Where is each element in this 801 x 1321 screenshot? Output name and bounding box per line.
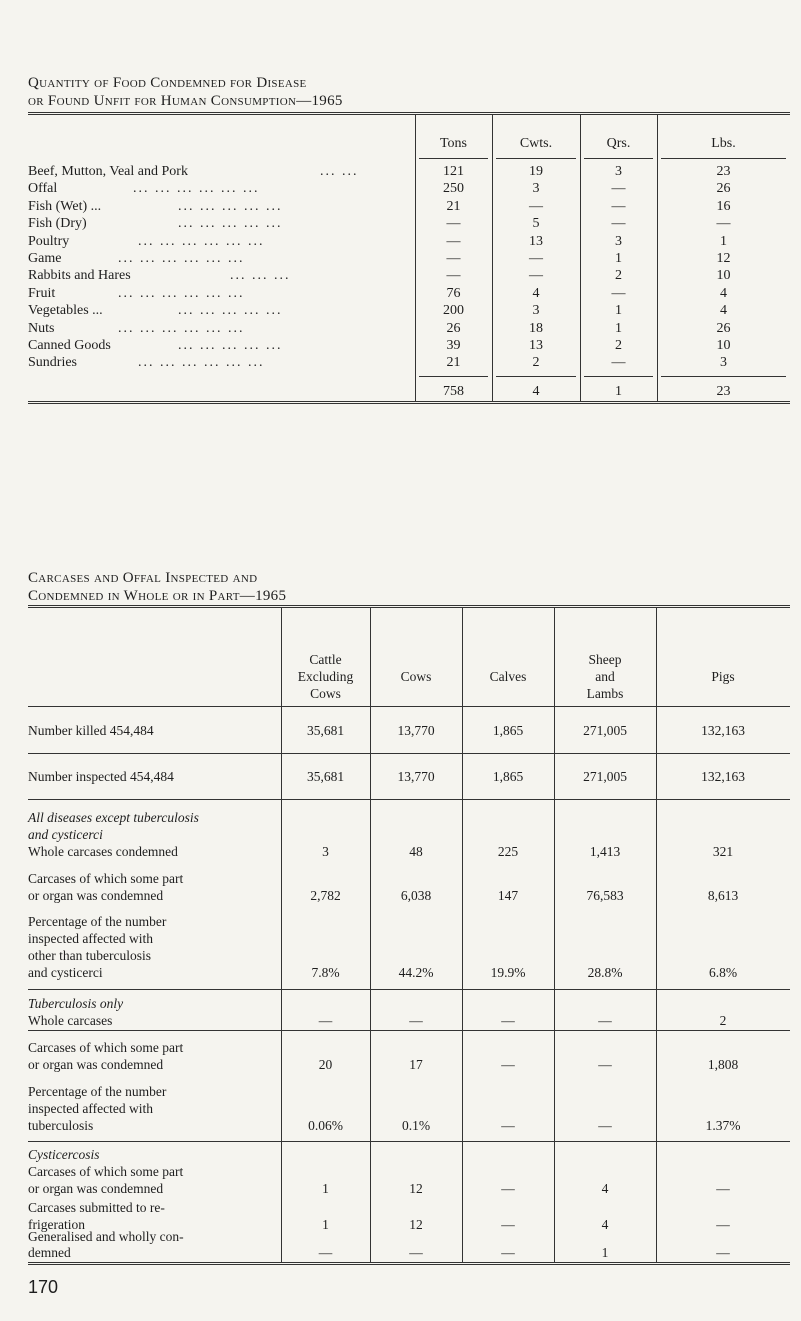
t1-row-leader: ... ... ... ... ... ... — [133, 181, 260, 197]
t2-section-rule — [28, 1030, 790, 1031]
t1-cell-value: 13 — [529, 338, 543, 353]
t2-cell-value: — — [409, 1245, 423, 1260]
t2-section-rule — [28, 1141, 790, 1142]
t1-cell-value: 21 — [446, 198, 461, 214]
t2-cell-value: 132,163 — [701, 723, 745, 738]
t2-cell-value: 1,808 — [707, 1057, 739, 1072]
t1-cell-value: 2 — [615, 268, 622, 284]
t2-col-header: Cattle — [309, 652, 342, 667]
t2-cell-value: — — [318, 1013, 333, 1028]
t1-col-header: Cwts. — [519, 136, 553, 151]
t2-row-label: Percentage of the number — [28, 914, 167, 929]
t1-cell-value: 10 — [716, 268, 731, 284]
t2-header-rule — [28, 706, 790, 707]
t2-cell-value: 35,681 — [306, 769, 345, 784]
table2-top-rule — [28, 605, 790, 608]
t2-col-header: Lambs — [586, 686, 624, 701]
t2-cell-value: 271,005 — [583, 723, 627, 738]
t1-row-leader: ... ... ... ... ... — [178, 198, 283, 214]
t1-total-rule — [584, 376, 653, 377]
t2-section-heading: All diseases except tuberculosis — [28, 810, 199, 825]
t1-cell-value: — — [611, 198, 626, 214]
t2-cell-value: 147 — [497, 888, 519, 903]
t2-cell-value: — — [501, 1217, 515, 1232]
t1-cell-value: 76 — [446, 285, 461, 301]
t1-total-rule — [419, 376, 488, 377]
t2-cell-value: 6.8% — [708, 965, 738, 980]
t1-row-label: Rabbits and Hares — [28, 268, 131, 284]
t2-cell-value: 12 — [409, 1181, 423, 1196]
t2-cell-value: 0.1% — [401, 1118, 431, 1133]
t2-section-heading: Tuberculosis only — [28, 996, 124, 1011]
t2-row-label: and cysticerci — [28, 965, 103, 980]
t1-header-underline — [419, 158, 488, 159]
t2-cell-value: 0.06% — [308, 1118, 343, 1133]
t2-row-rule — [28, 753, 790, 754]
table2-title-line2: Condemned in Whole or in Part—1965 — [28, 588, 287, 604]
t1-total-value: 4 — [532, 384, 540, 399]
t1-row-leader: ... ... ... ... ... ... — [138, 355, 265, 371]
t1-cell-value: 4 — [532, 285, 540, 301]
t1-header-underline — [584, 158, 653, 159]
t1-cell-value: 1 — [615, 303, 622, 319]
t2-section-rule — [28, 989, 790, 990]
t1-row-leader: ... ... ... ... ... — [178, 216, 283, 232]
t2-cell-value: — — [716, 1217, 730, 1232]
t2-cell-value: — — [409, 1013, 423, 1028]
t1-cell-value: 26 — [716, 181, 731, 197]
t1-cell-value: 18 — [529, 320, 543, 336]
t1-cell-value: 3 — [615, 233, 622, 249]
t1-cell-value: — — [529, 268, 543, 284]
t1-cell-value: 1 — [615, 320, 622, 336]
t2-cell-value: 4 — [601, 1217, 609, 1232]
t1-row-label: Game — [28, 251, 62, 266]
t2-col-header: Sheep — [588, 652, 622, 667]
t1-cell-value: 12 — [716, 251, 731, 266]
t1-header-underline — [661, 158, 786, 159]
t2-row-label: tuberculosis — [28, 1118, 94, 1133]
t1-total-rule — [496, 376, 576, 377]
t2-cell-value: 12 — [409, 1217, 423, 1232]
t1-total-value: 1 — [615, 384, 622, 399]
t1-cell-value: 23 — [716, 164, 731, 179]
table2-bottom-rule — [28, 1262, 790, 1265]
t1-cell-value: 39 — [446, 338, 461, 353]
t1-cell-value: 4 — [720, 303, 727, 319]
t2-cell-value: 8,613 — [707, 888, 739, 903]
t1-row-leader: ... ... ... ... ... ... — [138, 233, 265, 249]
t2-row-label: inspected affected with — [28, 1101, 153, 1116]
t1-row-label: Offal — [28, 181, 58, 197]
t2-row-label: inspected affected with — [28, 931, 153, 946]
table2-title-line1: Carcases and Offal Inspected and — [28, 570, 258, 586]
t2-cell-value: 13,770 — [397, 723, 435, 738]
table1-top-rule — [28, 112, 790, 115]
t2-cell-value: — — [501, 1013, 515, 1028]
t2-cell-value: 76,583 — [586, 888, 624, 903]
t1-cell-value: — — [446, 251, 461, 266]
t2-cell-value: 48 — [409, 844, 423, 859]
t2-cell-value: 1 — [322, 1181, 329, 1196]
t1-total-rule — [661, 376, 786, 377]
t2-cell-value: — — [716, 1245, 730, 1260]
t2-cell-value: 1,865 — [492, 769, 524, 784]
t2-row-label: or organ was condemned — [28, 1057, 164, 1072]
t2-row-label: or organ was condemned — [28, 1181, 164, 1196]
t1-col-header: Tons — [439, 136, 468, 151]
t2-cell-value: 1 — [322, 1217, 329, 1232]
t2-section-heading: and cysticerci — [28, 827, 103, 842]
t2-cell-value: — — [598, 1057, 612, 1072]
table1-title-line1: Quantity of Food Condemned for Disease — [28, 75, 307, 91]
t1-cell-value: 13 — [529, 233, 543, 249]
t1-row-leader: ... ... ... ... ... ... — [118, 320, 245, 336]
t1-col-header: Qrs. — [606, 136, 631, 151]
t2-cell-value: 132,163 — [701, 769, 745, 784]
t1-cell-value: — — [529, 198, 543, 214]
t1-row-label: Vegetables ... — [28, 303, 103, 319]
t2-row-rule — [28, 799, 790, 800]
t1-row-label: Fish (Dry) — [28, 216, 87, 232]
t2-col-header: Cows — [400, 669, 432, 684]
t2-row-label: frigeration — [28, 1217, 85, 1232]
t2-cell-value: 271,005 — [583, 769, 627, 784]
t1-cell-value: 26 — [716, 320, 731, 336]
t1-cell-value: — — [611, 285, 626, 301]
t2-cell-value: 3 — [322, 844, 329, 859]
t2-cell-value: — — [318, 1245, 333, 1260]
table1-title-line2: or Found Unfit for Human Consumption—1965 — [28, 93, 343, 109]
t2-col-header: Calves — [489, 669, 527, 684]
t1-cell-value: — — [529, 251, 543, 266]
t2-col-header: Cows — [310, 686, 341, 701]
t2-cell-value: 1,413 — [589, 844, 621, 859]
t1-cell-value: — — [611, 355, 626, 371]
t2-cell-value: 321 — [712, 844, 734, 859]
t1-row-label: Poultry — [28, 233, 70, 249]
t1-cell-value: 21 — [446, 355, 461, 371]
t2-cell-value: — — [598, 1118, 612, 1133]
t2-row-label: Number inspected 454,484 — [28, 769, 174, 784]
t2-cell-value: 2 — [719, 1013, 727, 1028]
t2-cell-value: 2,782 — [310, 888, 341, 903]
t2-row-label: Generalised and wholly con- — [28, 1229, 184, 1244]
t1-row-leader: ... ... ... ... ... ... — [118, 251, 245, 266]
t2-section-heading: Cysticercosis — [28, 1147, 100, 1162]
t2-cell-value: — — [501, 1118, 515, 1133]
t2-col-header: Excluding — [297, 669, 354, 684]
t2-row-label: Carcases of which some part — [28, 871, 184, 886]
t1-cell-value: 26 — [446, 320, 461, 336]
t1-row-label: Canned Goods — [28, 338, 111, 353]
t1-cell-value: 200 — [443, 303, 464, 319]
t2-cell-value: — — [501, 1181, 515, 1196]
t2-cell-value: — — [501, 1057, 515, 1072]
t1-cell-value: 3 — [720, 355, 727, 371]
t2-cell-value: 19.9% — [490, 965, 526, 980]
t1-row-leader: ... ... — [320, 164, 359, 179]
t1-cell-value: 3 — [532, 181, 540, 197]
t1-row-label: Beef, Mutton, Veal and Pork — [28, 164, 188, 179]
t2-cell-value: 1 — [601, 1245, 609, 1260]
t1-cell-value: 121 — [443, 164, 464, 179]
t1-cell-value: 1 — [615, 251, 622, 266]
t1-total-value: 23 — [716, 384, 731, 399]
page-number: 170 — [28, 1277, 59, 1297]
t2-cell-value: 6,038 — [400, 888, 432, 903]
t2-row-label: or organ was condemned — [28, 888, 164, 903]
t1-cell-value: 250 — [443, 181, 464, 197]
t1-row-label: Fish (Wet) ... — [28, 198, 102, 214]
t1-cell-value: 3 — [615, 164, 622, 179]
t1-cell-value: 1 — [720, 233, 727, 249]
t2-cell-value: 44.2% — [398, 965, 434, 980]
t2-row-label: Whole carcases condemned — [28, 844, 178, 859]
t1-cell-value: — — [611, 181, 626, 197]
t1-row-label: Nuts — [28, 320, 55, 336]
t2-row-label: Percentage of the number — [28, 1084, 167, 1099]
t1-col-header: Lbs. — [711, 136, 736, 151]
t2-cell-value: — — [716, 1181, 730, 1196]
t1-header-underline — [496, 158, 576, 159]
t2-cell-value: 20 — [318, 1057, 333, 1072]
t1-cell-value: — — [446, 268, 461, 284]
t2-col-header: and — [595, 669, 615, 684]
t2-row-label: Carcases submitted to re- — [28, 1200, 165, 1215]
t1-row-leader: ... ... ... — [230, 268, 291, 284]
t1-row-leader: ... ... ... ... ... — [178, 338, 283, 353]
t2-row-label: demned — [28, 1245, 71, 1260]
table2-title — [28, 569, 286, 605]
t2-row-label: Carcases of which some part — [28, 1040, 184, 1055]
t2-col-header: Pigs — [711, 669, 735, 684]
t2-row-label: Whole carcases — [28, 1013, 113, 1028]
t1-cell-value: — — [611, 216, 626, 232]
t2-row-label: Carcases of which some part — [28, 1164, 184, 1179]
t2-cell-value: 17 — [409, 1057, 423, 1072]
t2-cell-value: 35,681 — [306, 723, 345, 738]
t2-cell-value: 13,770 — [397, 769, 435, 784]
t1-cell-value: 5 — [532, 216, 540, 232]
t1-cell-value: — — [446, 233, 461, 249]
t1-cell-value: — — [716, 216, 731, 232]
t1-cell-value: — — [446, 216, 461, 232]
t2-cell-value: 4 — [601, 1181, 609, 1196]
t1-cell-value: 10 — [716, 338, 731, 353]
t1-cell-value: 19 — [529, 164, 543, 179]
table1-title — [28, 74, 343, 110]
t1-cell-value: 2 — [615, 338, 622, 353]
t1-cell-value: 3 — [532, 303, 540, 319]
t2-cell-value: 1.37% — [705, 1118, 741, 1133]
t1-total-value: 758 — [443, 384, 464, 399]
t1-row-label: Sundries — [28, 355, 77, 371]
t2-cell-value: — — [598, 1013, 612, 1028]
t2-cell-value: 7.8% — [311, 965, 340, 980]
t1-row-label: Fruit — [28, 285, 56, 301]
t1-cell-value: 2 — [532, 355, 540, 371]
t2-row-label: Number killed 454,484 — [28, 723, 154, 738]
t2-cell-value: 1,865 — [492, 723, 524, 738]
t2-cell-value: 225 — [497, 844, 519, 859]
t1-cell-value: 4 — [720, 285, 727, 301]
t1-row-leader: ... ... ... ... ... — [178, 303, 283, 319]
t2-row-label: other than tuberculosis — [28, 948, 151, 963]
t2-cell-value: — — [501, 1245, 515, 1260]
t1-bottom-rule — [28, 401, 790, 404]
t2-cell-value: 28.8% — [587, 965, 623, 980]
t1-cell-value: 16 — [716, 198, 731, 214]
t1-row-leader: ... ... ... ... ... ... — [118, 285, 245, 301]
